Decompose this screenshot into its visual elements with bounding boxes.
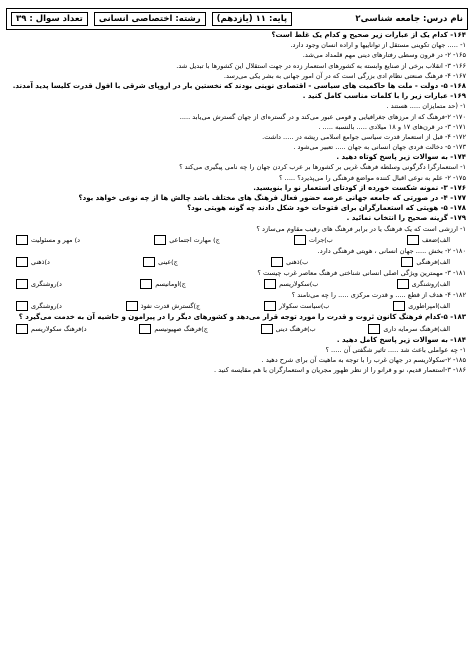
question-count-value: ۳۹	[16, 14, 27, 24]
answer-option[interactable]	[16, 301, 62, 311]
option-label: ب)سکولاریسم	[279, 280, 319, 289]
course-name: نام درس: جامعه شناسی۲	[355, 14, 463, 24]
question-line: ۱- (حد متمایزان ..... هستند .	[386, 102, 466, 111]
answer-options	[6, 256, 468, 268]
question-line: ۱۷۱- ۳- در قرن‌های ۱۷ و ۱۸ میلادی ..... بالنسبه ..... .	[318, 122, 466, 131]
option-label: د) مهر و مسئولیت	[31, 235, 80, 244]
option-label: ب)سیاست سکولار	[279, 302, 330, 311]
checkbox[interactable]	[16, 301, 28, 311]
option-label: د)روشنگری	[31, 280, 62, 289]
exam-page	[6, 8, 468, 664]
option-label: ب)جرات	[309, 235, 333, 244]
checkbox[interactable]	[16, 324, 28, 334]
question-line: ۱- ..... جهان تکوینی مستقل از تواناییها و اراده انسان وجود دارد.	[290, 41, 466, 50]
question-heading: ۱۷۴- به سوالات زیر پاسخ کوتاه دهید .	[336, 153, 466, 162]
checkbox[interactable]	[264, 279, 276, 289]
checkbox[interactable]	[271, 257, 283, 267]
answer-option[interactable]	[139, 324, 208, 334]
option-label: ج)فرهنگ صهیونیسم	[154, 324, 208, 333]
option-label: الف)فرهنگی	[416, 257, 450, 266]
checkbox[interactable]	[140, 279, 152, 289]
grade-label: پایه: ۱۱ (یازدهم)	[212, 12, 292, 26]
exam-body	[6, 30, 468, 375]
question-line: ۱۸۱- ۳- مهمترین ویژگی اصلی انسانی شناختی فرهنگ معاصر غرب چیست ؟	[257, 268, 466, 277]
option-label: ب)ذهنی	[286, 257, 309, 266]
answer-option[interactable]	[126, 301, 200, 311]
question-heading: ۱۸۴- به سوالات زیر پاسخ کامل دهید .	[336, 335, 466, 344]
answer-options	[6, 234, 468, 246]
option-label: الف)روشنگری	[411, 280, 450, 289]
answer-option[interactable]	[271, 257, 308, 267]
option-label: ب)فرهنگ دینی	[275, 324, 316, 333]
answer-option[interactable]	[16, 235, 80, 245]
option-label: الف)فرهنگ سرمایه داری	[383, 324, 450, 333]
question-line: ۱- چه عواملی باعث شد ..... تاثیر شگفتی آن ..... ؟	[325, 345, 466, 354]
checkbox[interactable]	[143, 257, 155, 267]
checkbox[interactable]	[264, 301, 276, 311]
option-label: ج)عینی	[158, 257, 178, 266]
question-count	[11, 12, 88, 26]
question-heading: ۱۷۷- ۴- در صورتی که جامعه جهانی عرصه حضور فعال فرهنگ های مختلف باشد چالش ها از چه نوعی خواهد بود؟	[78, 194, 466, 202]
answer-option[interactable]	[143, 257, 178, 267]
answer-options	[6, 323, 468, 335]
question-line: ۱- استعمارگرا دگرگونی وسلطه فرهنگ غربی بر کشورها بر عرب کردن جهان را چه نامی پیگیری می‌کند ؟	[179, 163, 466, 172]
question-heading: ۱۶۹- عبارات زیر را با کلمات مناسب کامل کنید .	[302, 92, 466, 101]
question-line: ۱۷۰- ۲-فرهنگ که از مرزهای جغرافیایی و قومی عبور می‌کند و در گستره‌ای از جهان گسترش می‌یابد .....	[179, 112, 466, 121]
answer-option[interactable]	[397, 279, 450, 289]
answer-option[interactable]	[368, 324, 450, 334]
checkbox[interactable]	[407, 235, 419, 245]
checkbox[interactable]	[16, 257, 28, 267]
answer-option[interactable]	[154, 235, 220, 245]
checkbox[interactable]	[401, 257, 413, 267]
answer-options	[6, 300, 468, 312]
answer-option[interactable]	[16, 324, 87, 334]
question-line: ۱۸۲- ۴- هدف از قطع ..... و قدرت مرکزی ..... را چه می‌نامند ؟	[291, 291, 466, 300]
question-line: ۱۸۵- ۲-سکولاریسم در جهان غرب را با توجه به ماهیت آن برای شرح دهید .	[261, 355, 466, 364]
checkbox[interactable]	[368, 324, 380, 334]
checkbox[interactable]	[126, 301, 138, 311]
checkbox[interactable]	[154, 235, 166, 245]
question-line: ۱۷۲- ۴- قبل از استعمار قدرت سیاسی جوامع اسلامی ریشه در ..... داشت.	[262, 132, 466, 141]
question-line: ۱۶۵- ۲- در قرون وسطی رفتارهای دینی مهم قلمداد می‌شد.	[302, 51, 466, 60]
question-heading: ۱۷۸- ۵- هویتی که استعمارگران برای فتوحات خود شکل دادند چه گونه هویتی بود؟	[187, 204, 466, 213]
question-line: ۱۷۵- ۲- علم به نوعی اقبال کننده مواضع فرهنگی را می‌پذیرد؟ ..... ؟	[279, 173, 466, 182]
question-line: ۱۷۳- ۵- دخالت فردی جهان انسانی به جهان ..... تعبیر می‌شود .	[293, 143, 466, 152]
option-label: د)فرهنگ سکولاریسم	[31, 324, 87, 333]
question-heading: ۱۶۸- ۵- دولت - ملت ها حاکمیت های سیاسی - اقتصادی نوینی بودند که نخستین بار در اروپای شرقی با افول قدرت کلیسا پدید آمدند.	[12, 81, 466, 90]
answer-option[interactable]	[264, 301, 329, 311]
option-label: الف)امپراطوری	[408, 302, 450, 311]
checkbox[interactable]	[139, 324, 151, 334]
question-heading: ۱۶۴- کدام یک از عبارات زیر صحیح و کدام یک غلط است؟	[271, 31, 466, 39]
answer-options	[6, 278, 468, 290]
question-heading: ۱۸۳- ۵-کدام فرهنگ کانون ثروت و قدرت را مورد توجه قرار می‌دهد و کشورهای دیگر را در پیرامون و حاشیه آن به خدمت می‌گیرد ؟	[18, 313, 466, 322]
question-count-label: تعداد سوال :	[29, 14, 83, 24]
question-heading: ۱۷۶- ۳- نمونه شکست خورده از کودتای استعمار نو را بنویسید.	[253, 183, 466, 192]
checkbox[interactable]	[294, 235, 306, 245]
question-line: ۱۶۷- ۴- فرهنگ صنعتی نظام ادی بزرگی است که در آن امور جهانی به بشر یکی می‌رسد.	[223, 71, 466, 80]
checkbox[interactable]	[16, 279, 28, 289]
answer-option[interactable]	[393, 301, 450, 311]
exam-header	[6, 8, 468, 30]
answer-option[interactable]	[407, 235, 450, 245]
checkbox[interactable]	[393, 301, 405, 311]
question-line: ۱- ارزشی است که یک فرهنگ یا در برابر فرهنگ های رقیب مقاوم می‌سازد ؟	[256, 224, 466, 233]
answer-option[interactable]	[140, 279, 186, 289]
answer-option[interactable]	[264, 279, 318, 289]
option-label: د)ذهنی	[31, 257, 50, 266]
question-line: ۱۸۰- ۲- بخش ..... جهان انسانی ، هویتی فرهنگی دارد.	[317, 246, 466, 255]
question-heading: ۱۷۹- گزینه صحیح را انتخاب نمائید .	[346, 214, 466, 223]
option-label: ج)اومانیسم	[155, 280, 186, 289]
option-label: ج)گسترش قدرت نفوذ	[140, 302, 201, 311]
answer-option[interactable]	[16, 279, 62, 289]
answer-option[interactable]	[294, 235, 333, 245]
question-line: ۱۶۶- ۳- انقلاب برخی از صنایع وابسته به کشورهای استعمار زده در جهت استقلال این کشورها با تبدیل شد.	[176, 61, 466, 70]
option-label: الف)ضعف	[422, 235, 450, 244]
question-line: ۱۸۶- ۳-استعمار قدیم، نو و فرانو را از نظر ظهور مجریان و استعمارگران با هم مقایسه کنید .	[214, 366, 466, 375]
option-label: ج) مهارت اجتماعی	[169, 235, 220, 244]
answer-option[interactable]	[401, 257, 450, 267]
answer-option[interactable]	[261, 324, 316, 334]
checkbox[interactable]	[16, 235, 28, 245]
checkbox[interactable]	[397, 279, 409, 289]
field-label: رشته: اختصاصی انسانی	[94, 12, 206, 26]
answer-option[interactable]	[16, 257, 50, 267]
checkbox[interactable]	[261, 324, 273, 334]
option-label: د)روشنگری	[31, 302, 62, 311]
